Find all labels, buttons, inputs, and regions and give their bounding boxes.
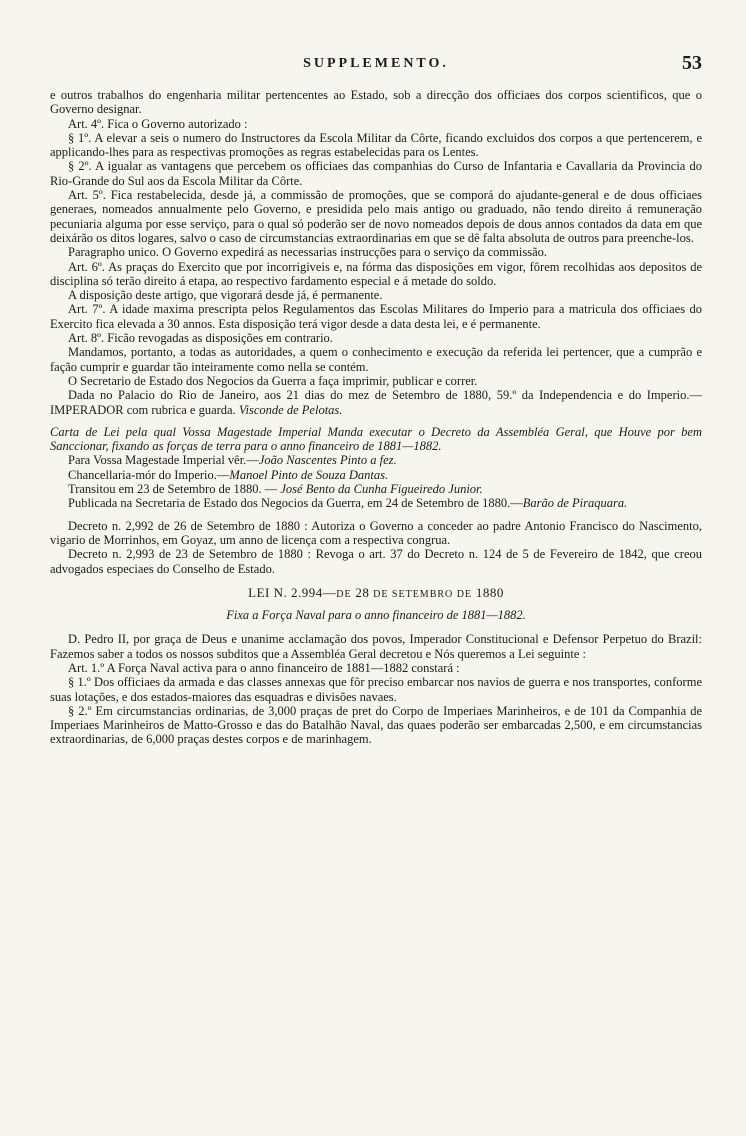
- paragraph: Paragrapho unico. O Governo expedirá as necessarias instrucções para o serviço da commissão.: [68, 245, 547, 260]
- law-title: [50, 586, 702, 602]
- registry-label: Transitou em 23 de Setembro de 1880. —: [68, 482, 281, 497]
- paragraph: Art. 4º. Fica o Governo autorizado :: [68, 116, 248, 131]
- registry-line: [50, 453, 702, 467]
- paragraph: Mandamos, portanto, a todas as autoridades, a quem o conhecimento e execução da referida lei pertencer, que a cumprão e fação cumprir e guardar tão inteiramente como nella se contém.: [50, 345, 702, 374]
- paragraph: Art. 6º. As praças do Exercito que por incorrigiveis e, na fórma das disposições em vigor, fôrem recolhidas aos depositos de disciplina só terão direito á etapa, ao respectivo fardamento especial e á metade do soldo.: [50, 259, 702, 288]
- paragraph: § 1.º Dos officiaes da armada e das classes annexas que fôr preciso embarcar nos navios de guerra e nos transportes, conforme suas lotações, e dos estados-maiores das esquadras e divisões navaes.: [50, 675, 702, 704]
- registry-line: [50, 468, 702, 482]
- paragraph: Art. 1.º A Força Naval activa para o anno financeiro de 1881—1882 constará :: [68, 660, 460, 675]
- published-line: [50, 496, 702, 510]
- carta-de-lei: Carta de Lei pela qual Vossa Magestade Imperial Manda executar o Decreto da Assembléa Geral, que Houve por bem Sanccionar, fixando as forças de terra para o anno financeiro de 1881—1882.: [50, 424, 702, 454]
- page-body: [50, 88, 702, 747]
- paragraph: § 1º. A elevar a seis o numero do Instructores da Escola Militar da Côrte, ficando excluidos dos corpos a que pertencerem, e applicando-lhes para as respectivas promoções as regras estabelecidas para os Lentes.: [50, 130, 702, 160]
- decree-summary: Decreto n. 2,992 de 26 de Setembro de 1880 : Autoriza o Governo a conceder ao padre Antonio Francisco do Nascimento, vigario de Morrinhos, em Goyaz, um anno de licença com a respectiva congrua.: [50, 518, 702, 547]
- paragraph: § 2.º Em circumstancias ordinarias, de 3,000 praças de pret do Corpo de Imperiaes Marinheiros, e de 101 da Companhia de Imperiaes Marinheiros de Matto-Grosso e das do Batalhão Naval, das quaes poderão ser embarcadas 2,500, e em circumstancias extraordinarias, de 6,000 praças destes corpos e de marinhagem.: [50, 703, 702, 747]
- published-text: Publicada na Secretaria de Estado dos Negocios da Guerra, em 24 de Setembro de 1880.—: [68, 496, 523, 511]
- law-subtitle: Fixa a Força Naval para o anno financeiro de 1881—1882.: [226, 608, 526, 623]
- registry-name: José Bento da Cunha Figueiredo Junior.: [280, 482, 483, 497]
- registry-line: [50, 482, 702, 496]
- registry-label: Chancellaria-mór do Imperio.—: [68, 467, 230, 482]
- paragraph: Art. 8º. Ficão revogadas as disposições em contrario.: [68, 331, 333, 346]
- dated-paragraph: [50, 388, 702, 417]
- law-day: 28: [351, 584, 374, 600]
- paragraph: § 2º. A igualar as vantagens que percebem os officiaes das companhias do Curso de Infantaria e Cavallaria da Provincia do Rio-Grande do Sul aos da Escola Militar da Côrte.: [50, 159, 702, 188]
- paragraph: A disposição deste artigo, que vigorará desde já, é permanente.: [68, 288, 383, 303]
- registry-name: Manoel Pinto de Souza Dantas.: [229, 467, 389, 482]
- paragraph: e outros trabalhos do engenharia militar pertencentes ao Estado, sob a direcção dos officiaes dos corpos scientificos, que o Governo designar.: [50, 88, 702, 117]
- dated-signature: Visconde de Pelotas.: [238, 402, 343, 417]
- decree-summary: Decreto n. 2,993 de 23 de Setembro de 1880 : Revoga o art. 37 do Decreto n. 124 de 5 de Fevereiro de 1842, que creou advogados especiaes do Conselho de Estado.: [50, 547, 702, 576]
- law-de: DE: [336, 588, 352, 600]
- law-year: 1880: [472, 584, 504, 600]
- paragraph: Art. 7º. A idade maxima prescripta pelos Regulamentos das Escolas Militares do Imperio para a matricula dos officiaes do Exercito fica elevada a 30 annos. Esta disposição terá vigor desde a data desta lei, e é permanente.: [50, 302, 702, 331]
- page-header: [50, 52, 702, 78]
- registry-label: Para Vossa Magestade Imperial vêr.—: [68, 453, 259, 468]
- registry-name: João Nascentes Pinto a fez.: [258, 453, 397, 468]
- paragraph: Art. 5º. Fica restabelecida, desde já, a commissão de promoções, que se comporá do ajudante-general e de dous officiaes generaes, nomeados annualmente pelo Governo, e presidida pelo mais antigo ou graduado, não tendo direito á remuneração pecuniaria alguma por esse serviço, para o qual só poderão ser de novo nomeados depois de dous annos contados da data em que deixárão os ditos logares, salvo o caso de circumstancias extraordinarias em que se dê falta absoluta de outros para preenche-los.: [50, 188, 702, 245]
- page-number: 53: [682, 52, 702, 74]
- paragraph: O Secretario de Estado dos Negocios da Guerra a faça imprimir, publicar e correr.: [68, 373, 478, 388]
- paragraph: D. Pedro II, por graça de Deus e unanime acclamação dos povos, Imperador Constitucional e Defensor Perpetuo do Brazil: Fazemos saber a todos os nossos subditos que a Assembléa Geral decretou e Nós queremos a Lei seguinte :: [50, 632, 702, 661]
- published-signature: Barão de Piraquara.: [522, 496, 628, 511]
- running-title: SUPPLEMENTO.: [303, 56, 449, 71]
- dated-text: Dada no Palacio do Rio de Janeiro, aos 21 dias do mez de Setembro de 1880, 59.º da Independencia e do Imperio.—IMPERADOR com rubrica e guarda.: [50, 388, 702, 417]
- law-number: LEI N. 2.994—: [248, 584, 337, 600]
- law-month: DE SETEMBRO DE: [373, 588, 473, 600]
